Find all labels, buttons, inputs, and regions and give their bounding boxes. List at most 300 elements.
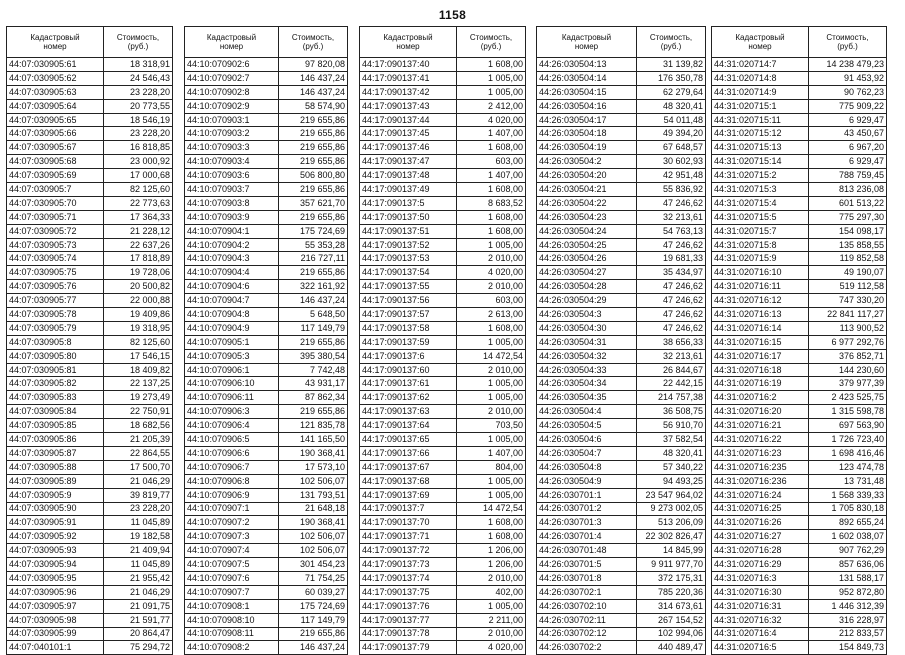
cadastral-number-cell: 44:10:070907:6 bbox=[185, 571, 279, 585]
cadastral-number-cell: 44:31:020716:2 bbox=[712, 391, 809, 405]
cadastral-number-cell: 44:07:030905:80 bbox=[7, 349, 104, 363]
table-row bbox=[360, 488, 526, 502]
table-row bbox=[185, 113, 348, 127]
table-row bbox=[7, 71, 173, 85]
cost-cell: 19 409,86 bbox=[104, 308, 173, 322]
cost-cell: 2 613,00 bbox=[457, 308, 526, 322]
cost-cell: 22 000,88 bbox=[104, 294, 173, 308]
cost-cell: 1 608,00 bbox=[457, 210, 526, 224]
cost-cell: 57 340,22 bbox=[637, 460, 706, 474]
cadastral-number-cell: 44:17:090137:55 bbox=[360, 280, 457, 294]
cost-cell: 190 368,41 bbox=[279, 446, 348, 460]
cadastral-number-cell: 44:17:090137:78 bbox=[360, 627, 457, 641]
cost-cell: 1 005,00 bbox=[457, 433, 526, 447]
cost-cell: 1 005,00 bbox=[457, 599, 526, 613]
cadastral-number-cell: 44:31:020716:235 bbox=[712, 460, 809, 474]
cadastral-number-cell: 44:26:030702:11 bbox=[537, 613, 637, 627]
cadastral-number-cell: 44:31:020715:8 bbox=[712, 238, 809, 252]
cost-cell: 4 020,00 bbox=[457, 641, 526, 655]
cadastral-number-cell: 44:10:070903:8 bbox=[185, 196, 279, 210]
cost-cell: 175 724,69 bbox=[279, 599, 348, 613]
cost-cell: 907 762,29 bbox=[809, 544, 887, 558]
table-row bbox=[185, 321, 348, 335]
cadastral-number-cell: 44:07:030905:68 bbox=[7, 155, 104, 169]
cost-cell: 43 931,17 bbox=[279, 377, 348, 391]
table-row bbox=[185, 446, 348, 460]
cadastral-table-2 bbox=[184, 26, 348, 655]
cadastral-number-cell: 44:17:090137:49 bbox=[360, 183, 457, 197]
table-row bbox=[537, 544, 706, 558]
table-row bbox=[537, 71, 706, 85]
cadastral-number-cell: 44:26:030701:5 bbox=[537, 558, 637, 572]
table-row bbox=[7, 349, 173, 363]
table-row bbox=[712, 516, 887, 530]
cadastral-number-cell: 44:26:030504:34 bbox=[537, 377, 637, 391]
cadastral-number-cell: 44:17:090137:46 bbox=[360, 141, 457, 155]
cadastral-number-cell: 44:17:090137:56 bbox=[360, 294, 457, 308]
cost-cell: 175 724,69 bbox=[279, 224, 348, 238]
cadastral-number-cell: 44:26:030504:33 bbox=[537, 363, 637, 377]
cadastral-number-cell: 44:31:020716:5 bbox=[712, 641, 809, 655]
table-row bbox=[7, 141, 173, 155]
cadastral-number-cell: 44:17:090137:43 bbox=[360, 99, 457, 113]
table-row bbox=[360, 127, 526, 141]
cadastral-number-cell: 44:26:030504:7 bbox=[537, 446, 637, 460]
cost-cell: 56 910,70 bbox=[637, 419, 706, 433]
table-row bbox=[360, 377, 526, 391]
table-row bbox=[185, 419, 348, 433]
table-row bbox=[7, 85, 173, 99]
cadastral-number-cell: 44:07:030905:81 bbox=[7, 363, 104, 377]
cadastral-number-cell: 44:10:070907:7 bbox=[185, 585, 279, 599]
cost-cell: 102 994,06 bbox=[637, 627, 706, 641]
cadastral-number-cell: 44:07:030905:70 bbox=[7, 196, 104, 210]
cadastral-number-cell: 44:17:090137:60 bbox=[360, 363, 457, 377]
table-row bbox=[360, 530, 526, 544]
cadastral-number-cell: 44:17:090137:44 bbox=[360, 113, 457, 127]
table-row bbox=[360, 294, 526, 308]
table-row bbox=[537, 571, 706, 585]
cadastral-number-cell: 44:26:030504:4 bbox=[537, 405, 637, 419]
cadastral-number-cell: 44:10:070902:6 bbox=[185, 58, 279, 72]
cadastral-number-cell: 44:10:070906:5 bbox=[185, 433, 279, 447]
cost-cell: 22 137,25 bbox=[104, 377, 173, 391]
table-row bbox=[185, 294, 348, 308]
cost-cell: 506 800,80 bbox=[279, 169, 348, 183]
cost-cell: 1 005,00 bbox=[457, 238, 526, 252]
table-row bbox=[360, 183, 526, 197]
cadastral-number-cell: 44:10:070907:4 bbox=[185, 544, 279, 558]
cost-cell: 21 205,39 bbox=[104, 433, 173, 447]
table-row bbox=[537, 377, 706, 391]
cost-cell: 131 588,17 bbox=[809, 571, 887, 585]
cost-cell: 2 010,00 bbox=[457, 571, 526, 585]
cadastral-number-cell: 44:26:030504:16 bbox=[537, 99, 637, 113]
table-row bbox=[712, 224, 887, 238]
cost-cell: 47 246,62 bbox=[637, 308, 706, 322]
cost-cell: 47 246,62 bbox=[637, 321, 706, 335]
cost-cell: 54 011,48 bbox=[637, 113, 706, 127]
cost-cell: 1 206,00 bbox=[457, 544, 526, 558]
cost-cell: 402,00 bbox=[457, 585, 526, 599]
table-row bbox=[360, 155, 526, 169]
cadastral-number-cell: 44:31:020716:27 bbox=[712, 530, 809, 544]
cadastral-number-cell: 44:17:090137:53 bbox=[360, 252, 457, 266]
cadastral-number-cell: 44:31:020716:19 bbox=[712, 377, 809, 391]
cadastral-number-cell: 44:17:090137:70 bbox=[360, 516, 457, 530]
cost-cell: 2 423 525,75 bbox=[809, 391, 887, 405]
cost-cell: 47 246,62 bbox=[637, 196, 706, 210]
cadastral-number-cell: 44:10:070902:8 bbox=[185, 85, 279, 99]
cost-cell: 1 608,00 bbox=[457, 530, 526, 544]
cadastral-number-cell: 44:07:040101:1 bbox=[7, 641, 104, 655]
cadastral-number-cell: 44:07:030905:83 bbox=[7, 391, 104, 405]
cadastral-number-cell: 44:10:070906:9 bbox=[185, 488, 279, 502]
cadastral-number-cell: 44:17:090137:45 bbox=[360, 127, 457, 141]
cadastral-number-cell: 44:31:020716:25 bbox=[712, 502, 809, 516]
cadastral-number-cell: 44:17:090137:61 bbox=[360, 377, 457, 391]
header-row bbox=[7, 27, 173, 58]
cadastral-number-cell: 44:31:020716:22 bbox=[712, 433, 809, 447]
cadastral-number-cell: 44:26:030701:48 bbox=[537, 544, 637, 558]
table-row bbox=[185, 530, 348, 544]
cost-cell: 17 546,15 bbox=[104, 349, 173, 363]
cadastral-number-cell: 44:07:030905:66 bbox=[7, 127, 104, 141]
cost-cell: 141 165,50 bbox=[279, 433, 348, 447]
cadastral-number-cell: 44:10:070908:1 bbox=[185, 599, 279, 613]
cost-cell: 219 655,86 bbox=[279, 155, 348, 169]
table-row bbox=[360, 58, 526, 72]
table-row bbox=[7, 391, 173, 405]
cadastral-number-cell: 44:07:030905:78 bbox=[7, 308, 104, 322]
table-row bbox=[185, 516, 348, 530]
table-row bbox=[360, 544, 526, 558]
cadastral-number-cell: 44:07:030905:92 bbox=[7, 530, 104, 544]
table-row bbox=[712, 196, 887, 210]
cadastral-number-cell: 44:31:020715:2 bbox=[712, 169, 809, 183]
cadastral-number-cell: 44:31:020716:18 bbox=[712, 363, 809, 377]
table-row bbox=[537, 516, 706, 530]
cost-cell: 54 763,13 bbox=[637, 224, 706, 238]
table-row bbox=[360, 196, 526, 210]
cost-cell: 144 230,60 bbox=[809, 363, 887, 377]
cadastral-number-cell: 44:31:020716:14 bbox=[712, 321, 809, 335]
cost-cell: 1 206,00 bbox=[457, 558, 526, 572]
cadastral-number-cell: 44:31:020715:13 bbox=[712, 141, 809, 155]
cost-cell: 17 364,33 bbox=[104, 210, 173, 224]
cadastral-number-cell: 44:17:090137:59 bbox=[360, 335, 457, 349]
cadastral-number-cell: 44:26:030504:5 bbox=[537, 419, 637, 433]
cadastral-number-cell: 44:17:090137:68 bbox=[360, 474, 457, 488]
cost-cell: 21 955,42 bbox=[104, 571, 173, 585]
cost-cell: 37 582,54 bbox=[637, 433, 706, 447]
cost-cell: 1 608,00 bbox=[457, 321, 526, 335]
cost-cell: 8 683,52 bbox=[457, 196, 526, 210]
cadastral-number-cell: 44:26:030504:17 bbox=[537, 113, 637, 127]
table-row bbox=[360, 71, 526, 85]
cost-cell: 154 098,17 bbox=[809, 224, 887, 238]
table-row bbox=[7, 363, 173, 377]
table-row bbox=[7, 599, 173, 613]
table-row bbox=[712, 585, 887, 599]
cost-cell: 21 591,77 bbox=[104, 613, 173, 627]
cadastral-number-cell: 44:07:030905:89 bbox=[7, 474, 104, 488]
table-row bbox=[185, 85, 348, 99]
cost-cell: 97 820,08 bbox=[279, 58, 348, 72]
table-row bbox=[185, 183, 348, 197]
table-row bbox=[7, 210, 173, 224]
cost-cell: 775 909,22 bbox=[809, 99, 887, 113]
cost-cell: 357 621,70 bbox=[279, 196, 348, 210]
table-row bbox=[712, 530, 887, 544]
cadastral-number-cell: 44:26:030701:2 bbox=[537, 502, 637, 516]
table-row bbox=[537, 502, 706, 516]
cost-cell: 1 608,00 bbox=[457, 516, 526, 530]
table-row bbox=[360, 224, 526, 238]
header-row bbox=[712, 27, 887, 58]
cadastral-number-cell: 44:10:070906:4 bbox=[185, 419, 279, 433]
table-row bbox=[537, 558, 706, 572]
table-row bbox=[185, 349, 348, 363]
cost-cell: 813 236,08 bbox=[809, 183, 887, 197]
cadastral-number-cell: 44:17:090137:47 bbox=[360, 155, 457, 169]
cadastral-number-cell: 44:10:070903:1 bbox=[185, 113, 279, 127]
table-row bbox=[537, 141, 706, 155]
cost-cell: 18 409,82 bbox=[104, 363, 173, 377]
cadastral-number-cell: 44:07:030905:91 bbox=[7, 516, 104, 530]
table-row bbox=[185, 641, 348, 655]
cost-cell: 785 220,36 bbox=[637, 585, 706, 599]
cost-cell: 135 858,55 bbox=[809, 238, 887, 252]
cost-cell: 1 446 312,39 bbox=[809, 599, 887, 613]
cost-cell: 131 793,51 bbox=[279, 488, 348, 502]
cost-cell: 17 500,70 bbox=[104, 460, 173, 474]
cost-cell: 857 636,06 bbox=[809, 558, 887, 572]
table-row bbox=[7, 502, 173, 516]
cadastral-number-cell: 44:10:070903:3 bbox=[185, 141, 279, 155]
table-row bbox=[360, 585, 526, 599]
cadastral-number-cell: 44:07:030905:8 bbox=[7, 335, 104, 349]
cost-cell: 22 864,55 bbox=[104, 446, 173, 460]
cost-cell: 42 951,48 bbox=[637, 169, 706, 183]
cost-cell: 91 453,92 bbox=[809, 71, 887, 85]
cost-cell: 1 005,00 bbox=[457, 377, 526, 391]
table-row bbox=[185, 196, 348, 210]
cadastral-number-cell: 44:17:090137:77 bbox=[360, 613, 457, 627]
cost-cell: 775 297,30 bbox=[809, 210, 887, 224]
cadastral-number-cell: 44:10:070904:6 bbox=[185, 280, 279, 294]
cadastral-number-cell: 44:26:030504:32 bbox=[537, 349, 637, 363]
cadastral-number-cell: 44:10:070904:7 bbox=[185, 294, 279, 308]
table-row bbox=[360, 335, 526, 349]
cadastral-number-cell: 44:07:030905:98 bbox=[7, 613, 104, 627]
cadastral-number-cell: 44:31:020714:9 bbox=[712, 85, 809, 99]
cadastral-number-cell: 44:17:090137:79 bbox=[360, 641, 457, 655]
cadastral-number-cell: 44:26:030701:1 bbox=[537, 488, 637, 502]
table-row bbox=[712, 169, 887, 183]
cost-cell: 892 655,24 bbox=[809, 516, 887, 530]
cost-cell: 18 318,91 bbox=[104, 58, 173, 72]
table-row bbox=[185, 558, 348, 572]
cost-cell: 22 750,91 bbox=[104, 405, 173, 419]
table-row bbox=[7, 335, 173, 349]
cost-cell: 38 656,33 bbox=[637, 335, 706, 349]
table-row bbox=[712, 335, 887, 349]
table-row bbox=[185, 99, 348, 113]
cost-cell: 747 330,20 bbox=[809, 294, 887, 308]
cost-cell: 55 836,92 bbox=[637, 183, 706, 197]
cost-cell: 601 513,22 bbox=[809, 196, 887, 210]
cost-cell: 39 819,77 bbox=[104, 488, 173, 502]
cadastral-number-cell: 44:10:070902:9 bbox=[185, 99, 279, 113]
table-row bbox=[712, 613, 887, 627]
column-header-number: Кадастровый номер bbox=[537, 27, 637, 58]
cadastral-number-cell: 44:17:090137:7 bbox=[360, 502, 457, 516]
cost-cell: 322 161,92 bbox=[279, 280, 348, 294]
cost-cell: 117 149,79 bbox=[279, 321, 348, 335]
table-row bbox=[360, 141, 526, 155]
table-row bbox=[360, 516, 526, 530]
cadastral-number-cell: 44:31:020716:15 bbox=[712, 335, 809, 349]
cadastral-number-cell: 44:26:030702:2 bbox=[537, 641, 637, 655]
cadastral-table-3 bbox=[359, 26, 526, 655]
cadastral-number-cell: 44:31:020715:1 bbox=[712, 99, 809, 113]
cadastral-number-cell: 44:31:020714:8 bbox=[712, 71, 809, 85]
table-row bbox=[537, 196, 706, 210]
cadastral-number-cell: 44:07:030905:65 bbox=[7, 113, 104, 127]
cadastral-number-cell: 44:26:030504:24 bbox=[537, 224, 637, 238]
cost-cell: 440 489,47 bbox=[637, 641, 706, 655]
table-row bbox=[185, 363, 348, 377]
table-row bbox=[185, 252, 348, 266]
cost-cell: 2 010,00 bbox=[457, 405, 526, 419]
cost-cell: 190 368,41 bbox=[279, 516, 348, 530]
cadastral-number-cell: 44:17:090137:48 bbox=[360, 169, 457, 183]
cadastral-number-cell: 44:31:020716:31 bbox=[712, 599, 809, 613]
table-row bbox=[7, 155, 173, 169]
cost-cell: 102 506,07 bbox=[279, 474, 348, 488]
table-row bbox=[7, 460, 173, 474]
table-row bbox=[537, 419, 706, 433]
cost-cell: 24 546,43 bbox=[104, 71, 173, 85]
table-row bbox=[360, 349, 526, 363]
cadastral-table-5 bbox=[711, 26, 887, 655]
table-row bbox=[185, 585, 348, 599]
cadastral-number-cell: 44:07:030905:72 bbox=[7, 224, 104, 238]
table-row bbox=[360, 99, 526, 113]
table-row bbox=[712, 627, 887, 641]
cost-cell: 513 206,09 bbox=[637, 516, 706, 530]
cadastral-table-1 bbox=[6, 26, 173, 655]
cost-cell: 11 045,89 bbox=[104, 558, 173, 572]
table-row bbox=[712, 58, 887, 72]
cost-cell: 30 602,93 bbox=[637, 155, 706, 169]
table-row bbox=[185, 627, 348, 641]
table-row bbox=[712, 377, 887, 391]
cadastral-number-cell: 44:07:030905:82 bbox=[7, 377, 104, 391]
cost-cell: 17 573,10 bbox=[279, 460, 348, 474]
cost-cell: 20 500,82 bbox=[104, 280, 173, 294]
cadastral-number-cell: 44:10:070907:3 bbox=[185, 530, 279, 544]
table-row bbox=[185, 266, 348, 280]
cost-cell: 1 608,00 bbox=[457, 224, 526, 238]
cadastral-number-cell: 44:26:030504:19 bbox=[537, 141, 637, 155]
table-row bbox=[712, 460, 887, 474]
cost-cell: 219 655,86 bbox=[279, 183, 348, 197]
cadastral-number-cell: 44:17:090137:76 bbox=[360, 599, 457, 613]
cost-cell: 219 655,86 bbox=[279, 335, 348, 349]
cost-cell: 49 394,20 bbox=[637, 127, 706, 141]
table-row bbox=[712, 391, 887, 405]
cost-cell: 376 852,71 bbox=[809, 349, 887, 363]
column-header-number: Кадастровый номер bbox=[7, 27, 104, 58]
table-row bbox=[185, 613, 348, 627]
table-row bbox=[360, 474, 526, 488]
cadastral-number-cell: 44:07:030905:84 bbox=[7, 405, 104, 419]
cost-cell: 49 190,07 bbox=[809, 266, 887, 280]
cost-cell: 123 474,78 bbox=[809, 460, 887, 474]
cadastral-number-cell: 44:26:030504:13 bbox=[537, 58, 637, 72]
table-row bbox=[537, 391, 706, 405]
cadastral-number-cell: 44:07:030905:77 bbox=[7, 294, 104, 308]
cadastral-number-cell: 44:17:090137:66 bbox=[360, 446, 457, 460]
table-row bbox=[185, 502, 348, 516]
cost-cell: 17 000,68 bbox=[104, 169, 173, 183]
cadastral-number-cell: 44:17:090137:69 bbox=[360, 488, 457, 502]
table-row bbox=[712, 141, 887, 155]
column-header-number: Кадастровый номер bbox=[185, 27, 279, 58]
cadastral-number-cell: 44:31:020716:20 bbox=[712, 405, 809, 419]
cost-cell: 6 929,47 bbox=[809, 113, 887, 127]
table-row bbox=[185, 280, 348, 294]
cadastral-number-cell: 44:10:070903:2 bbox=[185, 127, 279, 141]
cost-cell: 48 320,41 bbox=[637, 99, 706, 113]
cadastral-number-cell: 44:31:020715:7 bbox=[712, 224, 809, 238]
table-row bbox=[7, 377, 173, 391]
cadastral-number-cell: 44:17:090137:75 bbox=[360, 585, 457, 599]
column-header-number: Кадастровый номер bbox=[712, 27, 809, 58]
table-row bbox=[7, 558, 173, 572]
table-row bbox=[360, 238, 526, 252]
cost-cell: 87 862,34 bbox=[279, 391, 348, 405]
cost-cell: 212 833,57 bbox=[809, 627, 887, 641]
table-row bbox=[537, 308, 706, 322]
cost-cell: 121 835,78 bbox=[279, 419, 348, 433]
cost-cell: 14 845,99 bbox=[637, 544, 706, 558]
cost-cell: 48 320,41 bbox=[637, 446, 706, 460]
cadastral-number-cell: 44:31:020715:4 bbox=[712, 196, 809, 210]
table-row bbox=[7, 544, 173, 558]
cadastral-number-cell: 44:31:020715:5 bbox=[712, 210, 809, 224]
cost-cell: 154 849,73 bbox=[809, 641, 887, 655]
cost-cell: 23 547 964,02 bbox=[637, 488, 706, 502]
cadastral-number-cell: 44:10:070903:9 bbox=[185, 210, 279, 224]
table-row bbox=[360, 280, 526, 294]
table-row bbox=[537, 99, 706, 113]
cadastral-table-4 bbox=[536, 26, 706, 655]
cost-cell: 703,50 bbox=[457, 419, 526, 433]
cadastral-number-cell: 44:10:070908:10 bbox=[185, 613, 279, 627]
table-row bbox=[712, 433, 887, 447]
cadastral-number-cell: 44:10:070903:4 bbox=[185, 155, 279, 169]
cost-cell: 219 655,86 bbox=[279, 627, 348, 641]
table-row bbox=[537, 127, 706, 141]
cost-cell: 146 437,24 bbox=[279, 294, 348, 308]
cadastral-number-cell: 44:31:020715:14 bbox=[712, 155, 809, 169]
cadastral-number-cell: 44:17:090137:67 bbox=[360, 460, 457, 474]
cost-cell: 214 757,38 bbox=[637, 391, 706, 405]
column-header-number: Кадастровый номер bbox=[360, 27, 457, 58]
